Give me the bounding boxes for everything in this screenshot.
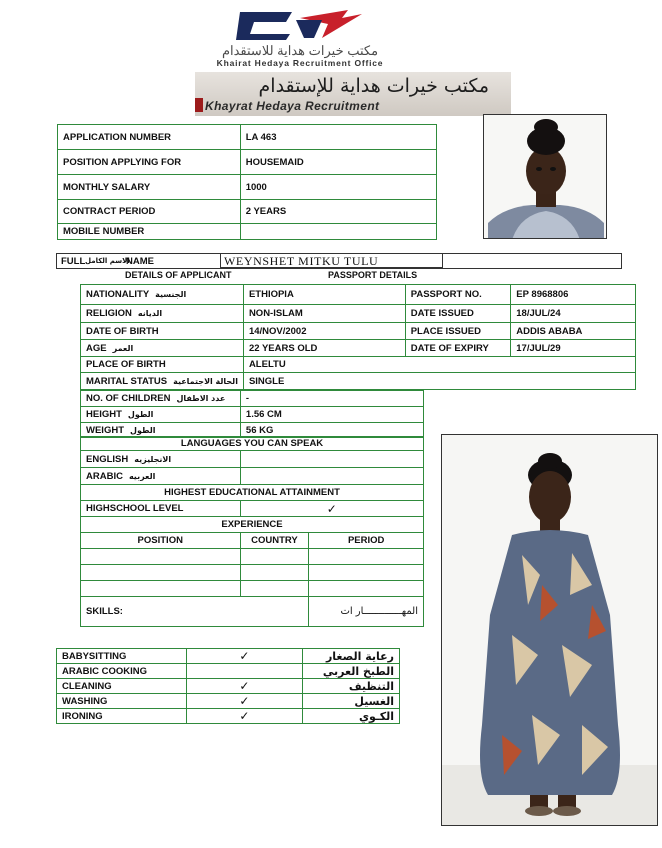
detail-label: HEIGHT الطول [81,407,241,423]
table-row [81,485,424,501]
table-row [58,224,437,240]
table-row [57,649,400,664]
table-row [58,175,437,200]
passport-label: DATE OF EXPIRY [405,340,511,357]
table-row [81,407,424,423]
skill-label: ARABIC COOKING [57,664,187,679]
detail-value: SINGLE [243,373,635,390]
passport-label: DATE ISSUED [405,305,511,323]
passport-heading: PASSPORT DETAILS [328,270,418,280]
application-label: MONTHLY SALARY [58,175,241,200]
education-heading: HIGHEST EDUCATIONAL ATTAINMENT [81,485,424,501]
detail-value: ALELTU [243,357,635,373]
skill-arabic: التنظيف [303,679,400,694]
table-row [58,200,437,224]
skill-label: WASHING [57,694,187,709]
detail-value: ETHIOPIA [243,285,405,305]
education-check-icon: ✓ [240,501,424,517]
passport-label: PLACE ISSUED [405,323,511,340]
details-heading: DETAILS OF APPLICANT [125,270,232,280]
table-row [81,501,424,517]
detail-label: PLACE OF BIRTH [81,357,244,373]
passport-value: ADDIS ABABA [511,323,636,340]
application-table [57,124,437,240]
detail-label: DATE OF BIRTH [81,323,244,340]
table-row [81,391,424,407]
table-row [57,709,400,724]
detail-label: NO. OF CHILDREN عدد الاطفال [81,391,241,407]
detail-label: MARITAL STATUS الحالة الاجتماعية [81,373,244,390]
passport-value: 18/JUL/24 [511,305,636,323]
skill-check-icon: ✓ [186,679,302,694]
table-row [81,597,424,627]
skill-arabic: الغسيل [303,694,400,709]
banner-arabic: مكتب خيرات هداية للإستقدام [258,75,489,97]
table-row [57,679,400,694]
experience-col-country: COUNTRY [240,533,309,549]
full-body-photo [441,434,658,826]
application-value: 1000 [240,175,436,200]
skill-label: IRONING [57,709,187,724]
application-value: LA 463 [240,125,436,150]
languages-heading: LANGUAGES YOU CAN SPEAK [81,437,424,451]
table-row [57,694,400,709]
applicant-details-table [80,284,636,390]
passport-value: 17/JUL/29 [511,340,636,357]
detail-label: RELIGION الديانه [81,305,244,323]
detail-label: WEIGHT الطول [81,423,241,438]
detail-value: 1.56 CM [240,407,423,423]
table-row [81,565,424,581]
full-name-label-2: NAME [126,256,154,267]
detail-label: AGE العمر [81,340,244,357]
skill-label: BABYSITTING [57,649,187,664]
table-row [81,533,424,549]
experience-heading: EXPERIENCE [81,517,424,533]
language-value [240,468,424,485]
table-row [81,549,424,565]
application-value: HOUSEMAID [240,150,436,175]
application-value: 2 YEARS [240,200,436,224]
full-name-label-arabic: الاسم الكامل [85,257,130,265]
table-row [58,125,437,150]
experience-col-position: POSITION [81,533,241,549]
language-label: ENGLISH الانجليزيه [81,451,241,468]
banner-accent [195,98,203,112]
skill-arabic: الطبخ العربي [303,664,400,679]
skill-check-icon: ✓ [186,709,302,724]
table-row [81,285,636,305]
table-row [81,581,424,597]
passport-value: EP 8968806 [511,285,636,305]
application-value [240,224,436,240]
table-row [81,468,424,485]
logo-arabic-text: مكتب خيرات هداية للاستقدام [221,43,379,58]
table-row [81,373,636,390]
skill-arabic: الكـوي [303,709,400,724]
full-name-row [56,253,622,269]
skill-check-icon [186,664,302,679]
table-row [81,437,424,451]
application-label: POSITION APPLYING FOR [58,150,241,175]
logo-english-text: Khairat Hedaya Recruitment Office [216,58,384,68]
application-label: CONTRACT PERIOD [58,200,241,224]
detail-value: 22 YEARS OLD [243,340,405,357]
table-row [81,323,636,340]
full-name-label: FULL [61,256,86,267]
detail-value: NON-ISLAM [243,305,405,323]
banner-english: Khayrat Hedaya Recruitment [205,99,380,113]
portrait-photo [483,114,607,239]
table-row [58,150,437,175]
skill-check-icon: ✓ [186,694,302,709]
skill-arabic: رعاية الصغار [303,649,400,664]
passport-label: PASSPORT NO. [405,285,511,305]
physical-details-table [80,390,424,438]
table-row [81,517,424,533]
table-row [81,357,636,373]
detail-value: 14/NOV/2002 [243,323,405,340]
skill-label: CLEANING [57,679,187,694]
full-name-value: WEYNSHET MITKU TULU [220,253,443,268]
skills-label-arabic: المهـــــــــــــار ات [309,597,424,627]
table-row [81,451,424,468]
application-label: MOBILE NUMBER [58,224,241,240]
application-label: APPLICATION NUMBER [58,125,241,150]
education-level: HIGHSCHOOL LEVEL [81,501,241,517]
experience-col-period: PERIOD [309,533,424,549]
table-row [81,340,636,357]
logo-mark-icon [230,8,370,42]
table-row [57,664,400,679]
language-label: ARABIC العربيه [81,468,241,485]
skills-table [56,648,400,724]
language-value [240,451,424,468]
detail-value: - [240,391,423,407]
company-logo [150,6,450,68]
detail-label: NATIONALITY الجنسية [81,285,244,305]
company-banner [195,72,511,116]
qualifications-table [80,436,424,627]
detail-value: 56 KG [240,423,423,438]
skill-check-icon: ✓ [186,649,302,664]
skills-label: SKILLS: [81,597,309,627]
table-row [81,305,636,323]
